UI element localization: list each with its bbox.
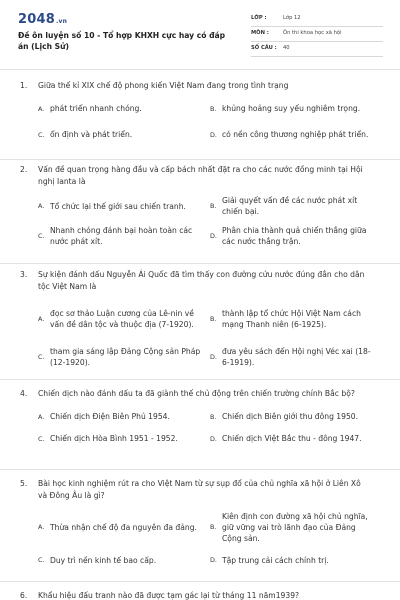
meta-label: SỐ CÂU :	[251, 45, 277, 51]
option-b[interactable]	[210, 505, 382, 549]
question-stem	[20, 267, 382, 292]
question-number: 6.	[20, 591, 28, 600]
meta-value: Lớp 12	[283, 15, 301, 21]
question-4	[0, 380, 400, 470]
option-letter: A.	[38, 523, 45, 531]
question-list	[0, 78, 400, 600]
option-text: đưa yêu sách đến Hội nghị Véc xai (18-6-1919).	[222, 347, 371, 367]
option-letter: C.	[38, 556, 45, 564]
meta-value: 40	[283, 45, 290, 51]
option-b[interactable]	[210, 296, 382, 342]
option-letter: D.	[210, 353, 217, 361]
option-text: Tập trung cải cách chính trị.	[222, 555, 329, 565]
option-d[interactable]	[210, 122, 382, 148]
question-number: 3.	[20, 270, 28, 279]
option-letter: A.	[38, 412, 45, 421]
site-logo[interactable]	[18, 12, 67, 27]
option-letter: A.	[38, 202, 45, 210]
option-text: Tổ chức lại thế giới sau chiến tranh.	[50, 201, 186, 211]
question-text: Chiến dịch nào đánh dấu ta đã giành thế chủ động trên chiến trường chính Bắc bộ?	[38, 389, 355, 398]
option-letter: D.	[210, 232, 217, 240]
option-text: tham gia sáng lập Đảng Cộng sản Pháp (12-1920).	[50, 347, 201, 367]
question-number: 5.	[20, 479, 28, 488]
option-text: Chiến dịch Việt Bắc thu - đông 1947.	[222, 434, 362, 443]
question-2	[0, 160, 400, 264]
option-letter: B.	[210, 104, 217, 113]
option-text: ổn định và phát triển.	[50, 130, 133, 139]
option-letter: A.	[38, 104, 45, 113]
option-text: Kiên định con đường xã hội chủ nghĩa, giữ vững vai trò lãnh đạo của Đảng Cộng sản.	[222, 511, 368, 543]
question-text: Khẩu hiệu đấu tranh nào đã được tạm gác lại từ tháng 11 năm1939?	[38, 591, 300, 600]
option-letter: A.	[38, 315, 45, 323]
meta-label: LỚP :	[251, 15, 267, 21]
option-text: Nhanh chóng đánh bại hoàn toàn các nước phát xít.	[50, 226, 193, 246]
option-a[interactable]	[38, 406, 210, 428]
option-text: Duy trì nền kinh tế bao cấp.	[50, 555, 157, 565]
meta-row-class	[251, 12, 383, 27]
question-number: 1.	[20, 81, 28, 90]
option-letter: C.	[38, 232, 45, 240]
option-letter: B.	[210, 315, 217, 323]
question-text: Sự kiện đánh dấu Nguyễn Ái Quốc đã tìm thấy con đường cứu nước đúng đắn cho dân tộc Việt Nam là	[38, 270, 365, 291]
option-a[interactable]	[38, 191, 210, 221]
option-letter: C.	[38, 130, 45, 139]
option-grid	[38, 406, 382, 450]
option-text: Thừa nhận chế độ đa nguyên đa đảng.	[50, 522, 197, 532]
option-a[interactable]	[38, 505, 210, 549]
meta-value: Ôn thi khoa học xã hội	[283, 30, 342, 36]
option-letter: D.	[210, 434, 217, 443]
option-letter: B.	[210, 412, 217, 421]
question-6	[0, 582, 400, 600]
option-letter: D.	[210, 130, 217, 139]
question-text: Vấn đề quan trọng hàng đầu và cấp bách nhất đặt ra cho các nước đồng minh tại Hội nghị Ianta là	[38, 165, 363, 186]
question-5	[0, 470, 400, 582]
question-text: Bài học kinh nghiệm rút ra cho Việt Nam từ sự sụp đổ của chủ nghĩa xã hội ở Liên Xô và Đông Âu là gì?	[38, 479, 361, 500]
option-text: thành lập tổ chức Hội Việt Nam cách mạng Thanh niên (6-1925).	[222, 309, 361, 329]
option-text: Phân chia thành quả chiến thắng giữa các nước thắng trận.	[222, 226, 367, 246]
option-a[interactable]	[38, 296, 210, 342]
option-b[interactable]	[210, 191, 382, 221]
option-d[interactable]	[210, 428, 382, 450]
question-number: 2.	[20, 165, 28, 174]
option-a[interactable]	[38, 96, 210, 122]
option-grid	[38, 191, 382, 251]
option-d[interactable]	[210, 549, 382, 571]
option-text: khủng hoảng suy yếu nghiêm trọng.	[222, 104, 361, 113]
option-c[interactable]	[38, 221, 210, 251]
option-text: phát triển nhanh chóng.	[50, 104, 142, 113]
option-text: đọc sơ thảo Luận cương của Lê-nin về vấn đề dân tộc và thuộc địa (7-1920).	[50, 309, 194, 329]
option-grid	[38, 296, 382, 372]
question-1	[0, 78, 400, 160]
option-text: có nền công thương nghiệp phát triển.	[222, 130, 369, 139]
option-letter: B.	[210, 523, 217, 531]
option-d[interactable]	[210, 221, 382, 251]
question-stem	[20, 386, 382, 400]
meta-info	[251, 12, 383, 57]
question-text: Giữa thế kỉ XIX chế độ phong kiến Việt Nam đang trong tình trạng	[38, 81, 289, 90]
logo-sub: .vn	[55, 18, 68, 25]
option-b[interactable]	[210, 96, 382, 122]
question-stem	[20, 588, 382, 600]
option-d[interactable]	[210, 342, 382, 372]
option-c[interactable]	[38, 549, 210, 571]
option-letter: C.	[38, 434, 45, 443]
option-grid	[38, 505, 382, 571]
option-text: Chiến dịch Hòa Bình 1951 - 1952.	[50, 434, 178, 443]
option-text: Giải quyết vấn đề các nước phát xít chiến bại.	[222, 196, 358, 216]
option-letter: D.	[210, 556, 217, 564]
option-c[interactable]	[38, 342, 210, 372]
option-c[interactable]	[38, 428, 210, 450]
option-b[interactable]	[210, 406, 382, 428]
meta-row-subject	[251, 27, 383, 42]
meta-label: MÔN :	[251, 30, 269, 36]
option-c[interactable]	[38, 122, 210, 148]
header	[0, 0, 400, 70]
header-divider	[0, 69, 400, 70]
document-title: Đề ôn luyện số 10 - Tổ hợp KHXH cực hay có đáp án (Lịch Sử)	[18, 31, 226, 51]
meta-row-count	[251, 42, 383, 57]
question-number: 4.	[20, 389, 28, 398]
option-grid	[38, 96, 382, 148]
question-3	[0, 264, 400, 380]
option-letter: C.	[38, 353, 45, 361]
question-stem	[20, 476, 382, 501]
option-text: Chiến dịch Biên giới thu đông 1950.	[222, 412, 359, 421]
question-stem	[20, 78, 382, 92]
question-stem	[20, 162, 382, 187]
option-letter: B.	[210, 202, 217, 210]
logo-main: 2048	[18, 12, 55, 27]
option-text: Chiến dịch Điện Biên Phủ 1954.	[50, 412, 170, 421]
